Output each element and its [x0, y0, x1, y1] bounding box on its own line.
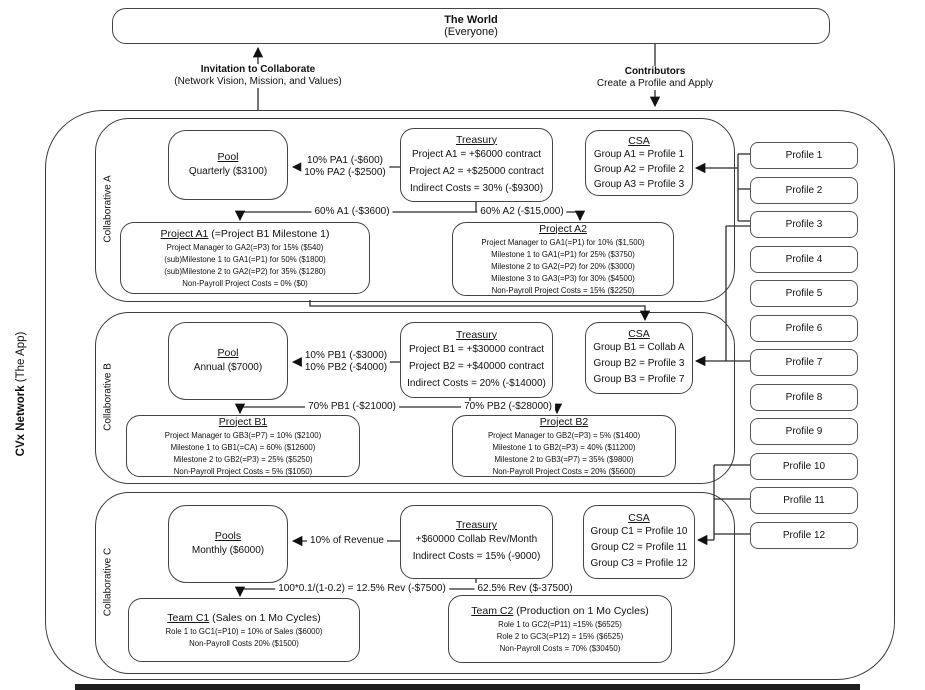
contributors-label — [594, 66, 716, 90]
split-b1-label: 70% PB1 (-$21000) — [305, 401, 399, 413]
treasury-a-box — [400, 128, 553, 202]
profile-box-5: Profile 5 — [750, 280, 858, 307]
project-b2-box — [452, 415, 676, 477]
csa-c-box — [583, 505, 695, 579]
network-label-name: CVx Network — [15, 385, 27, 457]
csa-line: Group B3 = Profile 7 — [593, 374, 685, 385]
pool-b-title: Pool — [217, 346, 239, 359]
project-b2-title — [540, 415, 588, 430]
world-subtitle: (Everyone) — [444, 26, 498, 38]
project-line: Project Manager to GB3(=P7) = 10% ($2100) — [164, 430, 322, 440]
project-a2-box — [452, 222, 674, 296]
collab-a-label: Collaborative A — [102, 175, 114, 243]
pool-b-arrow-line: 10% PB1 (-$3000) — [304, 350, 388, 361]
treasury-a-title: Treasury — [455, 133, 498, 146]
team-c2-box — [448, 595, 672, 663]
profile-box-2: Profile 2 — [750, 177, 858, 204]
csa-line: Group C2 = Profile 11 — [590, 542, 688, 553]
project-line: Milestone 1 to GB1(=CA) = 60% ($12600) — [170, 442, 316, 452]
csa-b-box — [585, 322, 693, 394]
pool-b-box — [168, 322, 288, 400]
team-c2-suffix: (Production on 1 Mo Cycles) — [513, 604, 649, 617]
csa-line: Group C1 = Profile 10 — [590, 526, 688, 537]
pool-a-arrow-line: 10% PA1 (-$600) — [307, 155, 383, 166]
project-line: Non-Payroll Project Costs = 5% ($1050) — [173, 466, 313, 476]
csa-line: Group A1 = Profile 1 — [593, 148, 685, 160]
project-line: Non-Payroll Project Costs = 0% ($0) — [182, 278, 308, 288]
project-b1-name: Project B1 — [218, 415, 268, 428]
treasury-c-box — [400, 505, 553, 579]
split-c1-label: 100*0.1/(1-0.2) = 12.5% Rev (-$7500) — [275, 583, 449, 595]
profile-box-9: Profile 9 — [750, 418, 858, 445]
invitation-label — [171, 64, 344, 88]
profile-box-7: Profile 7 — [750, 349, 858, 376]
project-a1-title — [161, 227, 330, 242]
treasury-line: Indirect Costs = 20% (-$14000) — [407, 377, 546, 389]
treasury-line: +$60000 Collab Rev/Month — [415, 534, 538, 545]
treasury-b-title: Treasury — [455, 328, 498, 341]
treasury-line: Project B1 = +$30000 contract — [408, 343, 545, 355]
team-c1-title — [167, 611, 320, 626]
profile-box-1: Profile 1 — [750, 142, 858, 169]
split-a2-label: 60% A2 (-$15,000) — [477, 206, 566, 218]
pool-b-arrow-line: 10% PB2 (-$4000) — [304, 362, 388, 373]
profile-box-6: Profile 6 — [750, 315, 858, 342]
treasury-line: Indirect Costs = 30% (-$9300) — [409, 182, 544, 194]
pool-a-title: Pool — [217, 150, 239, 163]
bottom-bar — [75, 684, 860, 690]
team-line: Role 1 to GC2(=P11) =15% ($6525) — [498, 619, 622, 629]
invitation-title: Invitation to Collaborate — [200, 64, 316, 75]
collab-c-label: Collaborative C — [102, 547, 114, 617]
csa-a-title: CSA — [628, 134, 650, 147]
project-line: Milestone 2 to GB2(=P3) = 25% ($5250) — [173, 454, 313, 464]
csa-line: Group B1 = Collab A — [593, 342, 685, 353]
profile-box-11: Profile 11 — [750, 487, 858, 514]
project-a1-box — [120, 222, 370, 294]
csa-line: Group B2 = Profile 3 — [593, 358, 685, 369]
split-c2-label: 62.5% Rev ($-37500) — [474, 583, 575, 595]
contributors-title: Contributors — [624, 66, 686, 77]
pool-b-arrow-label — [302, 350, 390, 374]
pool-b-line: Annual ($7000) — [193, 361, 263, 373]
treasury-line: Project A2 = +$25000 contract — [409, 165, 544, 177]
project-line: Project Manager to GB2(=P3) = 5% ($1400) — [487, 430, 641, 440]
project-a1-suffix: (=Project B1 Milestone 1) — [208, 227, 330, 240]
project-line: (sub)Milestone 1 to GA1(=P1) for 50% ($1800) — [164, 254, 326, 264]
pools-c-box — [168, 505, 288, 583]
treasury-c-title: Treasury — [455, 519, 498, 531]
team-c1-box — [128, 598, 360, 662]
project-line: Non-Payroll Project Costs = 20% ($5600) — [492, 466, 636, 476]
csa-line: Group C3 = Profile 12 — [590, 558, 688, 569]
project-line: Milestone 3 to GA3(=P3) for 30% ($4500) — [491, 273, 635, 283]
project-line: Milestone 2 to GA2(=P2) for 20% ($3000) — [491, 261, 635, 271]
project-b2-name: Project B2 — [539, 415, 589, 428]
project-a2-title — [539, 222, 587, 237]
team-line: Non-Payroll Costs 20% ($1500) — [189, 638, 299, 648]
project-line: Milestone 2 to GB3(=P7) = 35% ($9800) — [494, 454, 634, 464]
team-c2-title — [471, 604, 648, 619]
project-line: (sub)Milestone 2 to GA2(=P2) for 35% ($1280) — [164, 266, 326, 276]
csa-b-title: CSA — [628, 328, 650, 340]
profile-box-10: Profile 10 — [750, 453, 858, 480]
treasury-line: Project B2 = +$40000 contract — [408, 360, 545, 372]
profile-box-3: Profile 3 — [750, 211, 858, 238]
csa-line: Group A2 = Profile 2 — [593, 163, 685, 175]
project-line: Project Manager to GA2(=P3) for 15% ($540) — [166, 242, 324, 252]
split-a1-label: 60% A1 (-$3600) — [311, 206, 392, 218]
profile-box-8: Profile 8 — [750, 384, 858, 411]
project-line: Milestone 1 to GB2(=P3) = 40% ($11200) — [492, 442, 636, 452]
team-c1-suffix: (Sales on 1 Mo Cycles) — [209, 611, 321, 624]
csa-line: Group A3 = Profile 3 — [593, 178, 685, 190]
profile-box-12: Profile 12 — [750, 522, 858, 549]
pools-c-title: Pools — [214, 529, 242, 542]
world-title: The World — [444, 14, 498, 26]
treasury-line: Indirect Costs = 15% (-9000) — [412, 551, 541, 562]
team-line: Non-Payroll Costs = 70% ($30450) — [499, 643, 621, 653]
collab-b-label: Collaborative B — [102, 363, 114, 431]
project-b1-title — [219, 415, 267, 430]
network-label — [15, 332, 27, 457]
team-c1-name: Team C1 — [167, 611, 210, 624]
project-b1-box — [126, 415, 360, 477]
pool-a-box — [168, 130, 288, 200]
network-label-suffix: (The App) — [15, 331, 27, 386]
treasury-line: Project A1 = +$6000 contract — [412, 148, 541, 160]
invitation-subtitle: (Network Vision, Mission, and Values) — [174, 76, 342, 87]
project-a2-name: Project A2 — [539, 222, 587, 235]
project-line: Milestone 1 to GA1(=P1) for 25% ($3750) — [491, 249, 635, 259]
team-line: Role 2 to GC3(=P12) = 15% ($6525) — [496, 631, 624, 641]
pool-c-arrow-label: 10% of Revenue — [307, 535, 387, 547]
contributors-subtitle: Create a Profile and Apply — [596, 78, 714, 89]
world-box — [112, 8, 830, 44]
csa-c-title: CSA — [628, 512, 650, 524]
csa-a-box — [585, 130, 693, 196]
pool-a-line: Quarterly ($3100) — [188, 165, 268, 177]
pools-c-line: Monthly ($6000) — [191, 544, 265, 556]
team-c2-name: Team C2 — [471, 604, 514, 617]
split-b2-label: 70% PB2 (-$28000) — [461, 401, 555, 413]
treasury-b-box — [400, 322, 553, 398]
team-line: Role 1 to GC1(=P10) = 10% of Sales ($6000) — [165, 626, 323, 636]
pool-a-arrow-label — [301, 155, 389, 179]
profile-box-4: Profile 4 — [750, 246, 858, 273]
project-line: Non-Payroll Project Costs = 15% ($2250) — [491, 285, 635, 295]
project-a1-name: Project A1 — [160, 227, 209, 240]
pool-a-arrow-line: 10% PA2 (-$2500) — [304, 167, 386, 178]
project-line: Project Manager to GA1(=P1) for 10% ($1,500) — [481, 237, 645, 247]
